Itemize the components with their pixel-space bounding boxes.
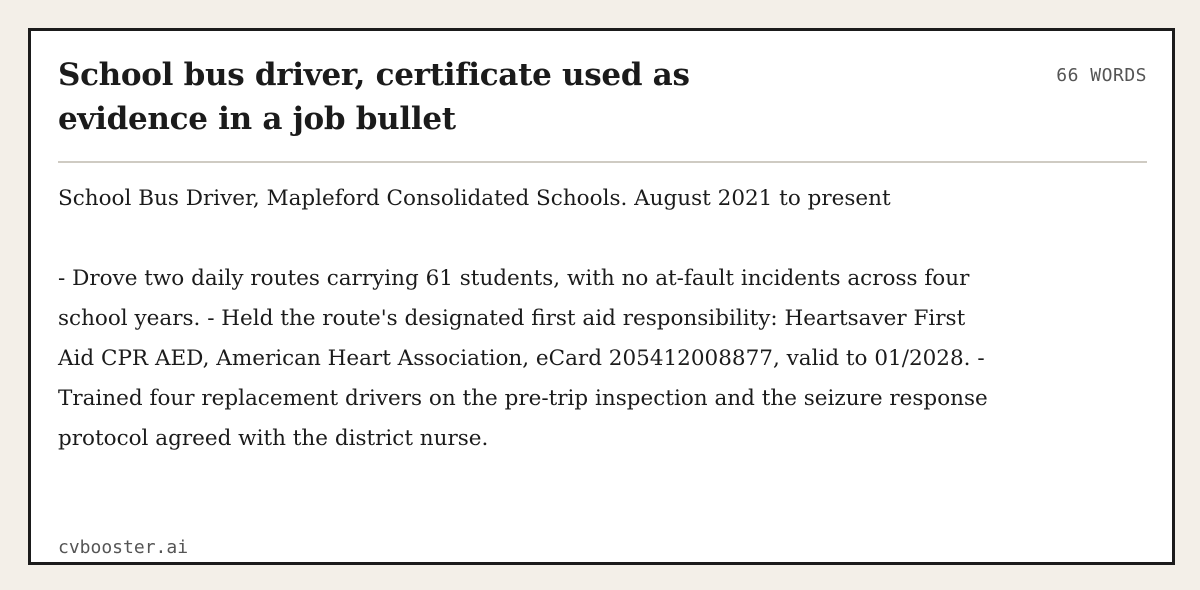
card-body [58,179,1003,459]
card-header [58,53,1147,161]
card-title: School bus driver, certificate used as evidence in a job bullet [58,57,690,137]
job-bullet-text: - Drove two daily routes carrying 61 students, with no at-fault incidents across four school years. - Held the route's designated first aid responsibility: Heartsaver First Aid CPR AED, American Heart Association, eCard 205412008877, valid to 01/2028. - Trained four replacement drivers on the pre-trip inspection and the seizure response protocol agreed with the district nurse. [58,266,988,451]
paragraph-gap [58,219,1003,259]
word-count-label: 66 WORDS [1056,65,1147,86]
job-heading-line: School Bus Driver, Mapleford Consolidated Schools. August 2021 to present [58,186,891,211]
footer-brand: cvbooster.ai [58,537,189,558]
header-divider [58,161,1147,163]
example-card [28,28,1175,565]
